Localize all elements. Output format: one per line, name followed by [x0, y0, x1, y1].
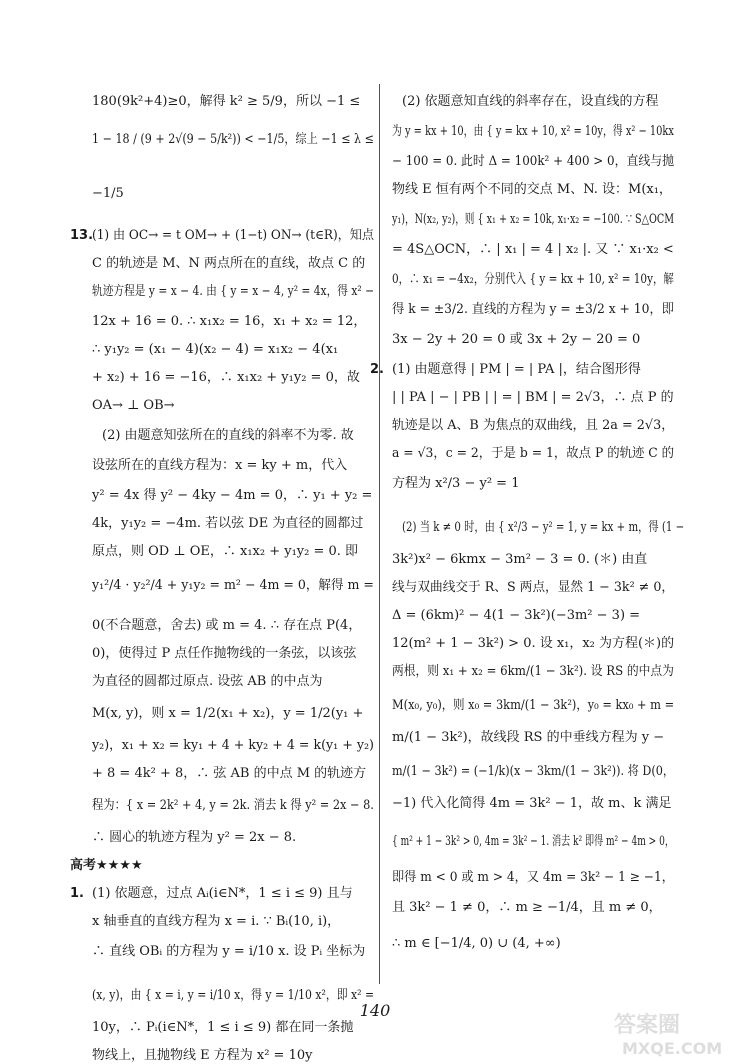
- text-line: 3k²)x² − 6kmx − 3m² − 3 = 0. (＊) 由直: [392, 552, 648, 567]
- text-line: 轨迹方程是 y = x − 4. 由 { y = x − 4, y² = 4x，得 x² −: [92, 284, 375, 299]
- text-line: 得 k = ±3/2. 直线的方程为 y = ±3/2 x + 10，即: [392, 302, 675, 317]
- text-line: ∴ y₁y₂ = (x₁ − 4)(x₂ − 4) = x₁x₂ − 4(x₁: [92, 342, 339, 357]
- text-line: y₁)，N(x₂, y₂)，则 { x₁ + x₂ = 10k, x₁·x₂ = −100. ∵ S△OCM: [392, 212, 675, 227]
- text-line: 1 − 18 / (9 + 2√(9 − 5/k²)) < −1/5，综上 −1 ≤ λ ≤: [92, 132, 374, 147]
- text-line: | | PA | − | PB | | = | BM | = 2√3，∴ 点 P 的: [392, 390, 674, 405]
- text-line: − 100 = 0. 此时 Δ = 100k² + 400 > 0，直线与抛: [392, 154, 674, 169]
- text-line: 且 3k² − 1 ≠ 0，∴ m ≥ −1/4，且 m ≠ 0，: [392, 900, 662, 915]
- problem-number: 2.: [370, 362, 384, 377]
- text-line: (1) 由 OC→ = t OM→ + (1−t) ON→ (t∈R)，知点: [92, 228, 374, 243]
- text-line: y₂)，x₁ + x₂ = ky₁ + 4 + ky₂ + 4 = k(y₁ + y₂): [92, 738, 374, 753]
- text-line: 物线 E 恒有两个不同的交点 M、N. 设：M(x₁，: [392, 182, 672, 197]
- text-line: a = √3，c = 2，于是 b = 1，故点 P 的轨迹 C 的: [392, 446, 675, 461]
- text-line: 12(m² + 1 − 3k²) > 0. 设 x₁，x₂ 为方程(＊)的: [392, 636, 675, 651]
- text-line: (2) 当 k ≠ 0 时，由 { x²/3 − y² = 1, y = kx + m，得 (1 −: [402, 520, 685, 535]
- text-line: (2) 依题意知直线的斜率存在，设直线的方程: [402, 94, 659, 109]
- text-line: 原点，则 OD ⊥ OE，∴ x₁x₂ + y₁y₂ = 0. 即: [92, 544, 359, 559]
- text-line: 线与双曲线交于 R、S 两点，显然 1 − 3k² ≠ 0，: [392, 580, 675, 595]
- text-line: 为 y = kx + 10，由 { y = kx + 10, x² = 10y，得 x² − 10kx: [392, 124, 674, 139]
- text-line: 0(不合题意，舍去) 或 m = 4. ∴ 存在点 P(4，: [92, 618, 362, 633]
- text-line: OA→ ⊥ OB→: [92, 398, 175, 413]
- column-divider: [379, 84, 380, 984]
- text-line: 4k，y₁y₂ = −4m. 若以弦 DE 为直径的圆都过: [92, 516, 364, 531]
- problem-number: 13.: [70, 228, 94, 243]
- text-line: 方程为 x²/3 − y² = 1: [392, 476, 520, 491]
- text-line: m/(1 − 3k²) = (−1/k)(x − 3km/(1 − 3k²)). 将 D(0，: [392, 764, 675, 779]
- text-line: + x₂) + 16 = −16，∴ x₁x₂ + y₁y₂ = 0，故: [92, 370, 360, 385]
- text-line: C 的轨迹是 M、N 两点所在的直线，故点 C 的: [92, 256, 366, 271]
- text-line: y₁²/4 · y₂²/4 + y₁y₂ = m² − 4m = 0，解得 m =: [92, 578, 374, 593]
- text-line: (1) 依题意，过点 Aᵢ(i∈N*，1 ≤ i ≤ 9) 且与: [92, 886, 353, 901]
- text-line: ∴ m ∈ [−1/4, 0) ∪ (4, +∞): [392, 936, 561, 951]
- text-line: 即得 m < 0 或 m > 4，又 4m = 3k² − 1 ≥ −1，: [392, 870, 674, 885]
- text-line: 3x − 2y + 20 = 0 或 3x + 2y − 20 = 0: [392, 332, 641, 347]
- text-line: m/(1 − 3k²)，故线段 RS 的中垂线方程为 y −: [392, 730, 665, 745]
- watermark-line1: 答案圈: [614, 1013, 681, 1038]
- text-line: 为直径的圆都过原点. 设弦 AB 的中点为: [92, 674, 323, 689]
- text-line: 设弦所在的直线方程为：x = ky + m，代入: [92, 458, 348, 473]
- text-line: 两根，则 x₁ + x₂ = 6km/(1 − 3k²). 设 RS 的中点为: [392, 664, 674, 679]
- text-line: x 轴垂直的直线方程为 x = i. ∵ Bᵢ(10, i)，: [92, 914, 341, 929]
- text-line: −1) 代入化简得 4m = 3k² − 1，故 m、k 满足: [392, 796, 672, 811]
- text-line: 轨迹是以 A、B 为焦点的双曲线，且 2a = 2√3，: [392, 418, 675, 433]
- text-line: 0，∴ x₁ = −4x₂，分别代入 { y = kx + 10, x² = 10y，解: [392, 272, 674, 287]
- text-line: (x, y)，由 { x = i, y = i/10 x，得 y = 1/10 x²，即 x² =: [92, 988, 375, 1003]
- text-line: = 4S△OCN，∴ | x₁ | = 4 | x₂ |. 又 ∵ x₁·x₂ <: [392, 242, 674, 257]
- section-heading: 高考★★★★: [70, 858, 143, 873]
- text-line: −1/5: [92, 186, 124, 201]
- text-line: 12x + 16 = 0. ∴ x₁x₂ = 16，x₁ + x₂ = 12，: [92, 314, 367, 329]
- text-line: 物线上，且抛物线 E 方程为 x² = 10y: [92, 1048, 313, 1063]
- text-line: M(x₀, y₀)，则 x₀ = 3km/(1 − 3k²)，y₀ = kx₀ + m =: [392, 698, 675, 713]
- text-line: 0)，使得过 P 点任作抛物线的一条弦，以该弦: [92, 646, 357, 661]
- text-line: Δ = (6km)² − 4(1 − 3k²)(−3m² − 3) =: [392, 608, 641, 623]
- text-line: 180(9k²+4)≥0，解得 k² ≥ 5/9，所以 −1 ≤: [92, 94, 361, 109]
- watermark-logo: [612, 1008, 742, 1058]
- text-line: ∴ 圆心的轨迹方程为 y² = 2x − 8.: [92, 830, 297, 845]
- text-line: 10y，∴ Pᵢ(i∈N*，1 ≤ i ≤ 9) 都在同一条抛: [92, 1020, 354, 1035]
- text-line: + 8 = 4k² + 8，∴ 弦 AB 的中点 M 的轨迹方: [92, 766, 367, 781]
- text-line: 程为：{ x = 2k² + 4, y = 2k. 消去 k 得 y² = 2x − 8.: [92, 798, 374, 813]
- text-line: { m² + 1 − 3k² > 0, 4m = 3k² − 1. 消去 k² 即得 m² − 4m > 0，: [392, 834, 674, 849]
- text-line: (1) 由题意得 | PM | = | PA |，结合图形得: [392, 362, 641, 377]
- page-number: 140: [359, 1001, 391, 1020]
- watermark-line2: MXQE.COM: [622, 1039, 723, 1058]
- text-line: y² = 4x 得 y² − 4ky − 4m = 0，∴ y₁ + y₂ =: [92, 488, 373, 503]
- text-line: (2) 由题意知弦所在的直线的斜率不为零. 故: [102, 428, 354, 443]
- problem-number: 1.: [70, 886, 84, 901]
- text-line: ∴ 直线 OBᵢ 的方程为 y = i/10 x. 设 Pᵢ 坐标为: [92, 944, 366, 959]
- text-line: M(x, y)，则 x = 1/2(x₁ + x₂)，y = 1/2(y₁ +: [92, 706, 364, 721]
